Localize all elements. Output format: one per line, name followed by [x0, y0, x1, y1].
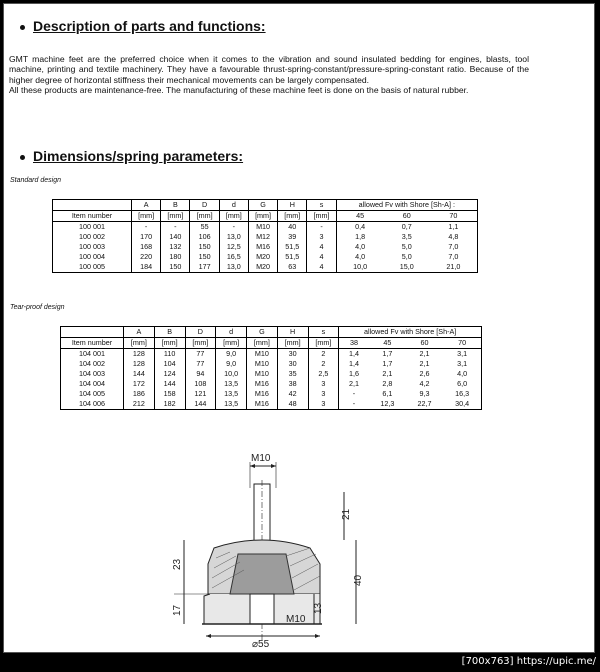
table-cell: 5,0 — [401, 251, 412, 261]
table-cell: 4,0 — [336, 252, 384, 262]
table-row — [61, 399, 482, 410]
table-cell: 3 — [308, 389, 339, 399]
table-cell: 2,1 — [419, 358, 430, 368]
table-cell: 1,7 — [382, 358, 393, 368]
description-paragraph-1: GMT machine feet are the preferred choice when it comes to the vibration and sound insulated bedding for engines, blasts, tool machine, printing and textile machinery. They have a favourable thrust-spring-constant/pressure-spring-constant ratio. Because of the higher degree of horizontal stiffness their mechanical movements can be largely compensated. — [9, 54, 529, 85]
tear-proof-table: A B D d G H s allowed Fv with Shore [Sh-A] Item number [mm] [mm] [mm] [mm] [mm] [mm] [mm] 38 45 60 70 104 001 128 110 77 9,0 M10 30 2 1,4 1,7 2,1 3,1 104 002 128 104 77 9,0 M10 30 2 1,4 1,7 2,1 3,1 104 003 144 124 94 10,0 M10 35 2,5 1,6 2,1 2,6 4,0 104 004 172 144 108 13,5 M16 38 3 2,1 2,8 4,2 6,0 104 005 186 158 121 13,5 M16 42 3 - 6,1 9,3 16,3 104 006 212 182 144 13,5 M16 48 3 - 12,3 22,7 30,4 — [60, 326, 482, 410]
table-cell: 2,1 — [339, 379, 369, 389]
table-cell: - — [339, 399, 369, 410]
table-cell: 13,0 — [219, 232, 248, 242]
table-row — [53, 222, 478, 233]
table-cell: - — [307, 222, 336, 233]
table-cell: 4 — [307, 252, 336, 262]
dim-insert-height: 13 — [313, 602, 324, 614]
table-cell: M10 — [247, 359, 278, 369]
standard-design-caption: Standard design — [10, 177, 61, 184]
table-cell: 9,3 — [419, 388, 430, 398]
table-cell: 104 — [154, 359, 185, 369]
table-cell: 0,7 — [401, 221, 412, 231]
table-cell: 30 — [277, 349, 308, 360]
table-cell: 170 — [132, 232, 161, 242]
table-cell: 5,0 — [401, 241, 412, 251]
table-cell: 1,8 — [336, 232, 384, 242]
table-row — [53, 262, 478, 273]
table-cell: 180 — [161, 252, 190, 262]
table-cell: 2,6 — [419, 368, 430, 378]
table-cell: 10,0 — [336, 262, 384, 273]
table-cell: M16 — [247, 399, 278, 410]
table-cell: 51,5 — [278, 252, 307, 262]
table-cell: 2 — [308, 359, 339, 369]
table-cell: 3 — [308, 379, 339, 389]
table-row — [53, 232, 478, 242]
table-cell: 150 — [161, 262, 190, 273]
dim-base-height: 17 — [172, 604, 183, 616]
table-row — [53, 252, 478, 262]
description-heading: Description of parts and functions: — [20, 18, 266, 34]
table-cell: 42 — [277, 389, 308, 399]
table-cell: 1,1 — [430, 222, 478, 233]
standard-design-table: A B D d G H s allowed Fv with Shore [Sh-A] : Item number [mm] [mm] [mm] [mm] [mm] [mm] [mm] 45 60 70 100 001 - - 55 - M10 40 - 0,4 0,7 1,1 100 002 170 140 106 13,0 M12 39 3 1,8 3,5 4,8 100 003 168 132 150 12,5 M16 51,5 4 4,0 5,0 7,0 100 004 220 180 150 16,5 M20 51,5 4 4,0 5,0 7,0 100 005 184 150 177 13,0 M20 63 4 10,0 15,0 21,0 — [52, 199, 478, 273]
table-cell: 13,0 — [219, 262, 248, 273]
table-cell: 132 — [161, 242, 190, 252]
item-number-cell: 104 003 — [61, 369, 124, 379]
table-cell: 21,0 — [430, 262, 478, 273]
table-cell: 150 — [190, 242, 219, 252]
table-cell: 38 — [277, 379, 308, 389]
table-cell: 144 — [185, 399, 216, 410]
table-cell: 168 — [132, 242, 161, 252]
table-cell: - — [132, 222, 161, 233]
table-cell: M10 — [248, 222, 277, 233]
table-cell: 140 — [161, 232, 190, 242]
bullet-icon — [20, 155, 25, 160]
cross-section-hatch — [230, 554, 294, 594]
item-number-cell: 104 001 — [61, 349, 124, 360]
table-cell: 1,4 — [339, 349, 369, 360]
table-cell: 1,4 — [339, 359, 369, 369]
table-cell: 12,3 — [369, 399, 406, 410]
table-cell: 12,5 — [219, 242, 248, 252]
table-cell: 150 — [190, 252, 219, 262]
item-number-cell: 104 006 — [61, 399, 124, 410]
dimensions-heading: Dimensions/spring parameters: — [20, 148, 243, 164]
table-cell: 177 — [190, 262, 219, 273]
description-paragraph-2: All these products are maintenance-free. The manufacturing of these machine feet is done on the basis of natural rubber. — [9, 85, 469, 96]
table-cell: M16 — [247, 379, 278, 389]
table-cell: 22,7 — [406, 399, 443, 410]
table-cell: 2,1 — [419, 348, 430, 358]
table-cell: 220 — [132, 252, 161, 262]
table-cell: - — [219, 222, 248, 233]
item-number-cell: 104 005 — [61, 389, 124, 399]
table-cell: 63 — [278, 262, 307, 273]
table-cell: 30 — [277, 359, 308, 369]
table-cell: 13,5 — [216, 399, 247, 410]
table-cell: M10 — [247, 369, 278, 379]
table-cell: 16,3 — [443, 389, 481, 399]
table-cell: 39 — [278, 232, 307, 242]
dim-top-thread: M10 — [251, 453, 271, 464]
table-cell: 110 — [154, 349, 185, 360]
table-cell: 4 — [307, 262, 336, 273]
table-cell: 212 — [124, 399, 155, 410]
bullet-icon — [20, 25, 25, 30]
item-number-cell: 100 004 — [53, 252, 132, 262]
item-number-cell: 100 001 — [53, 222, 132, 233]
table-cell: 3,1 — [443, 359, 481, 369]
table-cell: 4 — [307, 242, 336, 252]
standard-table-body — [53, 222, 478, 273]
dim-diameter: ⌀55 — [252, 639, 270, 650]
table-row — [61, 359, 482, 369]
table-row — [53, 242, 478, 252]
table-cell: 3,1 — [443, 349, 481, 360]
table-row — [61, 389, 482, 399]
machine-foot-drawing — [144, 444, 384, 652]
table-cell: 51,5 — [278, 242, 307, 252]
table-cell: 124 — [154, 369, 185, 379]
table-cell: 4,0 — [443, 369, 481, 379]
table-cell: 0,4 — [336, 222, 384, 233]
table-cell: 186 — [124, 389, 155, 399]
table-cell: 144 — [124, 369, 155, 379]
dim-stud-length: 21 — [341, 508, 352, 520]
table-cell: 121 — [185, 389, 216, 399]
table-cell: 55 — [190, 222, 219, 233]
table-cell: 2,1 — [382, 368, 393, 378]
table-cell: 182 — [154, 399, 185, 410]
table-cell: 2 — [308, 349, 339, 360]
datasheet-page — [3, 3, 595, 653]
table-row — [61, 349, 482, 360]
table-cell: 3 — [308, 399, 339, 410]
bottom-insert — [250, 594, 274, 624]
table-cell: M16 — [247, 389, 278, 399]
table-cell: 158 — [154, 389, 185, 399]
table-cell: 35 — [277, 369, 308, 379]
table-cell: 10,0 — [216, 369, 247, 379]
table-cell: 3 — [307, 232, 336, 242]
table-cell: M20 — [248, 262, 277, 273]
table-cell: M12 — [248, 232, 277, 242]
table-cell: 77 — [185, 349, 216, 360]
tear-proof-table-body — [61, 349, 482, 410]
table-cell: 4,0 — [336, 242, 384, 252]
table-cell: 172 — [124, 379, 155, 389]
table-cell: 13,5 — [216, 389, 247, 399]
table-cell: 9,0 — [216, 349, 247, 360]
table-cell: 4,8 — [430, 232, 478, 242]
table-cell: M20 — [248, 252, 277, 262]
dim-bottom-thread: M10 — [286, 614, 306, 625]
table-cell: 2,5 — [308, 369, 339, 379]
table-cell: 106 — [190, 232, 219, 242]
table-cell: - — [339, 389, 369, 399]
table-cell: 128 — [124, 359, 155, 369]
description-text — [9, 54, 529, 96]
table-cell: 184 — [132, 262, 161, 273]
table-cell: 7,0 — [430, 252, 478, 262]
table-cell: 77 — [185, 359, 216, 369]
table-cell: 48 — [277, 399, 308, 410]
dim-body-height: 23 — [172, 558, 183, 570]
table-cell: 108 — [185, 379, 216, 389]
item-number-cell: 104 004 — [61, 379, 124, 389]
dim-total-height: 40 — [353, 574, 364, 586]
table-cell: 16,5 — [219, 252, 248, 262]
table-cell: 2,8 — [382, 378, 393, 388]
table-cell: 1,7 — [382, 348, 393, 358]
table-cell: 94 — [185, 369, 216, 379]
item-number-cell: 100 005 — [53, 262, 132, 273]
table-cell: 6,0 — [443, 379, 481, 389]
table-row — [61, 369, 482, 379]
table-cell: 30,4 — [443, 399, 481, 410]
table-cell: 7,0 — [430, 242, 478, 252]
table-cell: 13,5 — [216, 379, 247, 389]
table-row — [61, 379, 482, 389]
table-cell: 6,1 — [382, 388, 393, 398]
item-number-cell: 100 002 — [53, 232, 132, 242]
table-cell: 144 — [154, 379, 185, 389]
table-cell: - — [161, 222, 190, 233]
table-cell: 9,0 — [216, 359, 247, 369]
item-number-cell: 104 002 — [61, 359, 124, 369]
tear-proof-caption: Tear-proof design — [10, 304, 65, 311]
table-cell: 128 — [124, 349, 155, 360]
table-cell: 1,6 — [339, 369, 369, 379]
table-cell: 3,5 — [401, 231, 412, 241]
table-cell: 4,2 — [419, 378, 430, 388]
table-cell: 15,0 — [384, 262, 430, 273]
table-cell: M10 — [247, 349, 278, 360]
item-number-cell: 100 003 — [53, 242, 132, 252]
table-cell: M16 — [248, 242, 277, 252]
watermark-footer: [700x763] https://upic.me/ — [461, 656, 596, 667]
table-cell: 40 — [278, 222, 307, 233]
